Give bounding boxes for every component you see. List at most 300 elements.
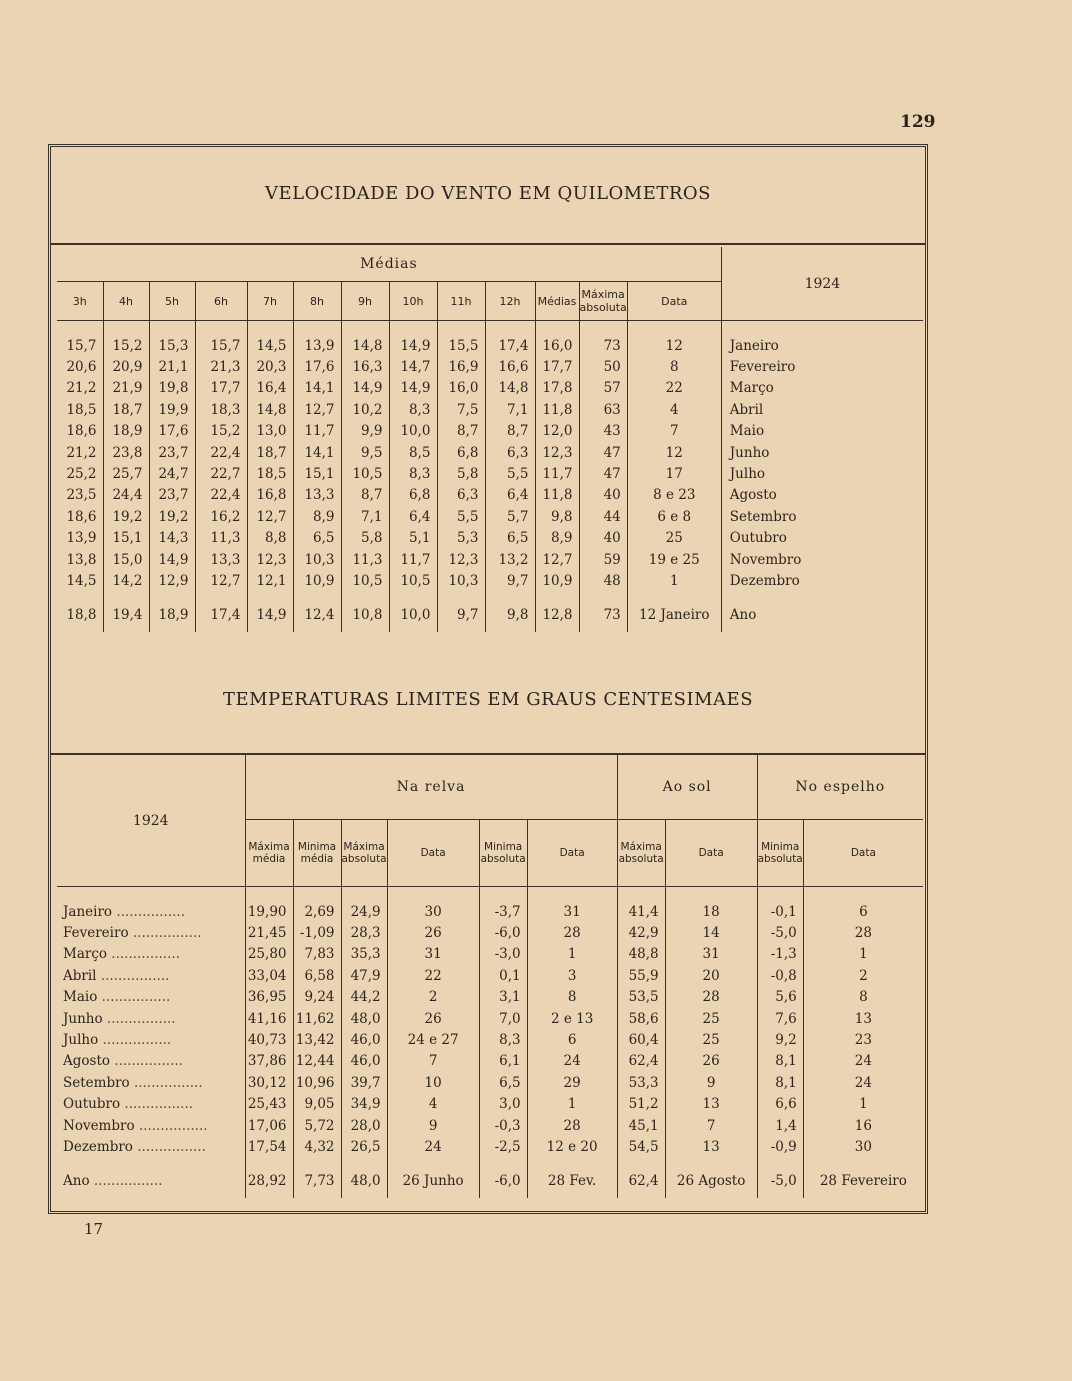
- month-name: Ano: [63, 1172, 90, 1189]
- leader-dots: ................: [132, 1138, 206, 1155]
- wind-cell: 40: [579, 485, 627, 506]
- wind-cell: 16,4: [247, 378, 293, 399]
- temp-cell: 26: [387, 922, 479, 943]
- wind-cell: 9,7: [437, 592, 485, 632]
- wind-cell: 10,5: [341, 570, 389, 591]
- temp-cell: 26: [665, 1051, 757, 1072]
- wind-cell: 9,9: [341, 421, 389, 442]
- temp-cell: -1,3: [757, 944, 803, 965]
- temp-group-relva: Na relva: [245, 755, 617, 820]
- wind-cell: 20,3: [247, 356, 293, 377]
- table-row: [57, 1051, 923, 1072]
- temp-cell: 36,95: [245, 987, 293, 1008]
- wind-col-header: 7h: [247, 282, 293, 321]
- wind-col-header: Médias: [535, 282, 579, 321]
- temp-cell: 25: [665, 1029, 757, 1050]
- wind-cell: 5,7: [485, 506, 535, 527]
- temp-cell: -1,09: [293, 922, 341, 943]
- table-row: [57, 987, 923, 1008]
- month-name: Junho: [63, 1010, 103, 1027]
- temp-cell: 9,05: [293, 1094, 341, 1115]
- temp-cell: 20: [665, 965, 757, 986]
- temp-cell: 14: [665, 922, 757, 943]
- temp-cell: 53,3: [617, 1072, 665, 1093]
- temp-month-label: [57, 922, 245, 943]
- temp-cell: 28,3: [341, 922, 387, 943]
- wind-date-cell: 7: [627, 421, 721, 442]
- wind-cell: 22,4: [195, 442, 247, 463]
- wind-cell: 25,7: [103, 463, 149, 484]
- temp-cell: 30: [854, 1138, 872, 1155]
- temp-cell: 6,6: [757, 1094, 803, 1115]
- temp-cell: 2: [387, 987, 479, 1008]
- temp-cell: 40,73: [245, 1029, 293, 1050]
- temp-cell: -0,1: [757, 887, 803, 923]
- wind-cell: 10,2: [341, 399, 389, 420]
- wind-cell: 73: [579, 592, 627, 632]
- temp-cell: 28: [527, 1115, 617, 1136]
- wind-cell: 8,7: [485, 421, 535, 442]
- month-name: Maio: [63, 989, 98, 1006]
- temp-col-header: Máxima absoluta: [617, 820, 665, 887]
- temp-cell: 6: [527, 1029, 617, 1050]
- wind-cell: 21,2: [57, 442, 103, 463]
- temp-cell: 12 e 20: [527, 1136, 617, 1157]
- wind-cell: 16,2: [195, 506, 247, 527]
- wind-cell: 12,9: [149, 570, 195, 591]
- wind-cell: 10,0: [389, 421, 437, 442]
- wind-cell: 8,5: [389, 442, 437, 463]
- leader-dots: ................: [107, 946, 180, 963]
- temp-cell: 28,92: [245, 1158, 293, 1198]
- wind-cell: 5,1: [389, 528, 437, 549]
- wind-cell: 10,9: [535, 570, 579, 591]
- wind-cell: 40: [579, 528, 627, 549]
- temp-cell: 4,32: [293, 1136, 341, 1157]
- wind-cell: 14,8: [341, 321, 389, 357]
- wind-cell: 7,1: [341, 506, 389, 527]
- temp-cell: 46,0: [341, 1051, 387, 1072]
- table-row: [57, 592, 923, 632]
- temp-cell: 16: [854, 1117, 872, 1134]
- wind-cell: 14,7: [389, 356, 437, 377]
- temp-cell: 9,24: [293, 987, 341, 1008]
- wind-cell: 14,9: [389, 321, 437, 357]
- wind-body: [57, 321, 923, 632]
- wind-cell: 18,8: [57, 592, 103, 632]
- temp-cell: 28: [527, 922, 617, 943]
- wind-cell: 8,3: [389, 463, 437, 484]
- wind-cell: 12,0: [535, 421, 579, 442]
- table-row: [57, 321, 923, 357]
- wind-cell: 13,9: [293, 321, 341, 357]
- wind-date-cell: 12: [627, 442, 721, 463]
- month-name: Dezembro: [63, 1138, 133, 1155]
- wind-cell: 8,8: [247, 528, 293, 549]
- temp-cell: 8,1: [757, 1051, 803, 1072]
- month-name: Março: [63, 946, 108, 963]
- temp-cell: 28,0: [341, 1115, 387, 1136]
- wind-cell: 21,9: [103, 378, 149, 399]
- wind-cell: 24,7: [149, 463, 195, 484]
- temp-cell: 19,90: [245, 887, 293, 923]
- wind-cell: 5,5: [485, 463, 535, 484]
- wind-cell: 11,7: [535, 463, 579, 484]
- wind-cell: 8,7: [437, 421, 485, 442]
- leader-dots: ................: [129, 1074, 203, 1091]
- temp-cell: 8: [859, 989, 868, 1006]
- month-name: Fevereiro: [63, 925, 129, 942]
- leader-dots: ................: [96, 967, 170, 984]
- temp-cell: 0,1: [479, 965, 527, 986]
- temp-col-header: Data: [527, 820, 617, 887]
- temp-cell: 2: [859, 967, 868, 984]
- temp-cell: 53,5: [617, 987, 665, 1008]
- wind-cell: 10,8: [341, 592, 389, 632]
- temp-cell: 4: [387, 1094, 479, 1115]
- wind-date-cell: 1: [627, 570, 721, 591]
- wind-month-label: Julho: [729, 466, 766, 483]
- wind-cell: 15,3: [149, 321, 195, 357]
- wind-cell: 16,0: [535, 321, 579, 357]
- temp-cell: 6,1: [479, 1051, 527, 1072]
- leader-dots: ................: [112, 903, 185, 920]
- wind-cell: 10,5: [341, 463, 389, 484]
- wind-cell: 14,9: [389, 378, 437, 399]
- wind-date-cell: 19 e 25: [627, 549, 721, 570]
- leader-dots: ................: [98, 1032, 172, 1049]
- wind-date-cell: 22: [627, 378, 721, 399]
- wind-cell: 12,8: [535, 592, 579, 632]
- wind-cell: 10,3: [437, 570, 485, 591]
- wind-month-label: Abril: [729, 401, 764, 418]
- wind-cell: 8,9: [535, 528, 579, 549]
- wind-cell: 11,8: [535, 399, 579, 420]
- wind-date-cell: 17: [627, 463, 721, 484]
- temp-col-header: Minima média: [293, 820, 341, 887]
- temp-cell: 13,42: [293, 1029, 341, 1050]
- temp-cell: 5,72: [293, 1115, 341, 1136]
- temp-col-header: Minima absoluta: [757, 820, 803, 887]
- month-name: Agosto: [63, 1053, 110, 1070]
- wind-cell: 12,7: [247, 506, 293, 527]
- wind-cell: 14,9: [341, 378, 389, 399]
- temp-cell: 10: [387, 1072, 479, 1093]
- temp-cell: 8: [527, 987, 617, 1008]
- wind-col-header: Data: [627, 282, 721, 321]
- wind-month-label: Ano: [729, 606, 757, 623]
- temp-cell: 60,4: [617, 1029, 665, 1050]
- temp-cell: 6,58: [293, 965, 341, 986]
- temp-month-label: [57, 1115, 245, 1136]
- leader-dots: ................: [128, 925, 202, 942]
- wind-cell: 13,9: [57, 528, 103, 549]
- wind-month-label: Janeiro: [729, 337, 779, 354]
- wind-cell: 6,8: [437, 442, 485, 463]
- temp-cell: 1,4: [757, 1115, 803, 1136]
- wind-cell: 6,5: [293, 528, 341, 549]
- wind-month-label: Agosto: [729, 487, 777, 504]
- temp-cell: 24: [854, 1074, 872, 1091]
- temp-cell: 30,12: [245, 1072, 293, 1093]
- wind-cell: 47: [579, 463, 627, 484]
- wind-cell: 15,0: [103, 549, 149, 570]
- wind-cell: 18,7: [247, 442, 293, 463]
- wind-cell: 16,6: [485, 356, 535, 377]
- temp-cell: 48,8: [617, 944, 665, 965]
- temp-cell: 28 Fev.: [527, 1158, 617, 1198]
- temp-cell: 55,9: [617, 965, 665, 986]
- wind-cell: 20,6: [57, 356, 103, 377]
- wind-cell: 48: [579, 570, 627, 591]
- temp-cell: 6,5: [479, 1072, 527, 1093]
- wind-col-header: 4h: [103, 282, 149, 321]
- temp-year: 1924: [57, 755, 245, 887]
- wind-speed-table: [57, 247, 923, 632]
- temp-cell: 31: [665, 944, 757, 965]
- wind-col-header: 11h: [437, 282, 485, 321]
- wind-month-label: Setembro: [729, 508, 797, 525]
- wind-cell: 23,7: [149, 442, 195, 463]
- wind-cell: 10,3: [293, 549, 341, 570]
- wind-cell: 18,5: [247, 463, 293, 484]
- temp-cell: -0,8: [757, 965, 803, 986]
- temp-cell: 1: [527, 944, 617, 965]
- temp-cell: 41,16: [245, 1008, 293, 1029]
- temp-group-espelho: No espelho: [757, 755, 923, 820]
- wind-col-header: 9h: [341, 282, 389, 321]
- temp-col-header: Máxima média: [245, 820, 293, 887]
- wind-cell: 57: [579, 378, 627, 399]
- wind-cell: 17,4: [195, 592, 247, 632]
- table-row: [57, 485, 923, 506]
- wind-cell: 18,9: [103, 421, 149, 442]
- temp-body: [57, 887, 923, 1198]
- temp-cell: 21,45: [245, 922, 293, 943]
- wind-cell: 19,9: [149, 399, 195, 420]
- table-row: [57, 887, 923, 923]
- wind-cell: 7,1: [485, 399, 535, 420]
- temp-cell: 29: [527, 1072, 617, 1093]
- leader-dots: ................: [134, 1117, 208, 1134]
- temp-col-header: Data: [803, 820, 923, 887]
- temp-cell: 7,73: [293, 1158, 341, 1198]
- temp-cell: 31: [387, 944, 479, 965]
- wind-cell: 16,9: [437, 356, 485, 377]
- temp-cell: 3: [527, 965, 617, 986]
- table-row: [57, 399, 923, 420]
- wind-cell: 18,9: [149, 592, 195, 632]
- wind-cell: 14,1: [293, 442, 341, 463]
- table-row: [57, 549, 923, 570]
- temp-cell: 26 Junho: [387, 1158, 479, 1198]
- wind-cell: 44: [579, 506, 627, 527]
- temp-cell: 28: [665, 987, 757, 1008]
- wind-date-cell: 4: [627, 399, 721, 420]
- wind-cell: 18,5: [57, 399, 103, 420]
- wind-cell: 18,3: [195, 399, 247, 420]
- wind-cell: 14,8: [485, 378, 535, 399]
- temp-cell: 51,2: [617, 1094, 665, 1115]
- leader-dots: ................: [97, 989, 171, 1006]
- wind-cell: 12,3: [437, 549, 485, 570]
- table-row: [57, 421, 923, 442]
- wind-cell: 11,7: [389, 549, 437, 570]
- temp-cell: 48,0: [341, 1158, 387, 1198]
- temp-cell: 1: [859, 946, 868, 963]
- wind-cell: 17,4: [485, 321, 535, 357]
- wind-cell: 9,5: [341, 442, 389, 463]
- temp-cell: 24: [854, 1053, 872, 1070]
- wind-cell: 10,9: [293, 570, 341, 591]
- temp-cell: 7,6: [757, 1008, 803, 1029]
- temp-cell: 13: [665, 1094, 757, 1115]
- wind-cell: 17,7: [195, 378, 247, 399]
- temp-cell: 9,2: [757, 1029, 803, 1050]
- table-row: [57, 944, 923, 965]
- wind-cell: 22,4: [195, 485, 247, 506]
- wind-cell: 12,7: [293, 399, 341, 420]
- wind-cell: 15,1: [293, 463, 341, 484]
- wind-cell: 19,2: [103, 506, 149, 527]
- footer-number: 17: [84, 1220, 104, 1238]
- temp-cell: 22: [387, 965, 479, 986]
- wind-cell: 59: [579, 549, 627, 570]
- wind-cell: 8,9: [293, 506, 341, 527]
- wind-cell: 18,7: [103, 399, 149, 420]
- leader-dots: ................: [102, 1010, 176, 1027]
- temp-cell: 8,1: [757, 1072, 803, 1093]
- wind-cell: 17,8: [535, 378, 579, 399]
- wind-cell: 14,5: [247, 321, 293, 357]
- wind-col-header: Máxima absoluta: [579, 282, 627, 321]
- leader-dots: ................: [110, 1053, 183, 1070]
- temp-col-header: Minima absoluta: [479, 820, 527, 887]
- table-row: [57, 356, 923, 377]
- wind-cell: 18,6: [57, 506, 103, 527]
- temp-cell: 46,0: [341, 1029, 387, 1050]
- temp-group-sol: Ao sol: [617, 755, 757, 820]
- temp-cell: 39,7: [341, 1072, 387, 1093]
- wind-cell: 24,4: [103, 485, 149, 506]
- wind-cell: 5,5: [437, 506, 485, 527]
- table-row: [57, 1094, 923, 1115]
- wind-cell: 12,3: [247, 549, 293, 570]
- wind-cell: 14,1: [293, 378, 341, 399]
- temp-cell: 35,3: [341, 944, 387, 965]
- wind-cell: 11,3: [341, 549, 389, 570]
- temp-cell: -0,3: [479, 1115, 527, 1136]
- wind-col-header: 8h: [293, 282, 341, 321]
- temp-cell: 31: [527, 887, 617, 923]
- temp-cell: 24,9: [341, 887, 387, 923]
- temp-cell: 45,1: [617, 1115, 665, 1136]
- wind-cell: 17,7: [535, 356, 579, 377]
- temp-month-label: [57, 1136, 245, 1157]
- wind-cell: 21,2: [57, 378, 103, 399]
- temp-cell: 9: [665, 1072, 757, 1093]
- table-row: [57, 570, 923, 591]
- wind-title: VELOCIDADE DO VENTO EM QUILOMETROS: [265, 183, 711, 204]
- wind-col-header: 12h: [485, 282, 535, 321]
- wind-month-label: Junho: [729, 444, 770, 461]
- month-name: Julho: [63, 1032, 99, 1049]
- temp-month-label: [57, 1158, 245, 1198]
- wind-cell: 63: [579, 399, 627, 420]
- temp-cell: 7,0: [479, 1008, 527, 1029]
- wind-cell: 6,3: [485, 442, 535, 463]
- table-row: [57, 1072, 923, 1093]
- wind-cell: 25,2: [57, 463, 103, 484]
- temp-cell: 42,9: [617, 922, 665, 943]
- wind-cell: 20,9: [103, 356, 149, 377]
- wind-month-label: Fevereiro: [729, 359, 796, 376]
- month-name: Setembro: [63, 1074, 130, 1091]
- temp-cell: 7,83: [293, 944, 341, 965]
- temp-col-header: Data: [387, 820, 479, 887]
- wind-cell: 12,7: [195, 570, 247, 591]
- wind-col-header: 3h: [57, 282, 103, 321]
- wind-cell: 15,2: [103, 321, 149, 357]
- table-row: [57, 1029, 923, 1050]
- temp-cell: 7: [387, 1051, 479, 1072]
- leader-dots: ................: [120, 1096, 194, 1113]
- temp-cell: 3,0: [479, 1094, 527, 1115]
- temp-month-label: [57, 944, 245, 965]
- wind-cell: 17,6: [149, 421, 195, 442]
- divider: [51, 243, 925, 245]
- temp-cell: 34,9: [341, 1094, 387, 1115]
- wind-cell: 19,4: [103, 592, 149, 632]
- wind-cell: 6,8: [389, 485, 437, 506]
- temp-month-label: [57, 887, 245, 923]
- temp-month-label: [57, 1008, 245, 1029]
- wind-cell: 8,3: [389, 399, 437, 420]
- wind-cell: 9,8: [535, 506, 579, 527]
- wind-cell: 16,0: [437, 378, 485, 399]
- table-row: [57, 442, 923, 463]
- wind-cell: 11,3: [195, 528, 247, 549]
- wind-date-cell: 12: [627, 321, 721, 357]
- wind-cell: 23,8: [103, 442, 149, 463]
- temp-cell: 10,96: [293, 1072, 341, 1093]
- wind-cell: 11,8: [535, 485, 579, 506]
- wind-date-cell: 6 e 8: [627, 506, 721, 527]
- temp-cell: 7: [665, 1115, 757, 1136]
- wind-cell: 6,4: [485, 485, 535, 506]
- table-row: [57, 965, 923, 986]
- wind-cell: 50: [579, 356, 627, 377]
- temp-cell: 62,4: [617, 1158, 665, 1198]
- temp-cell: 26: [387, 1008, 479, 1029]
- wind-cell: 14,2: [103, 570, 149, 591]
- wind-month-label: Março: [729, 380, 774, 397]
- leader-dots: ................: [89, 1172, 163, 1189]
- wind-cell: 15,7: [57, 321, 103, 357]
- wind-date-cell: 8 e 23: [627, 485, 721, 506]
- wind-cell: 15,5: [437, 321, 485, 357]
- page-number: 129: [900, 112, 936, 132]
- wind-cell: 10,5: [389, 570, 437, 591]
- table-row: [57, 1008, 923, 1029]
- temp-cell: 28 Fevereiro: [819, 1172, 907, 1189]
- temp-cell: 28: [854, 925, 872, 942]
- wind-cell: 6,5: [485, 528, 535, 549]
- wind-cell: 23,7: [149, 485, 195, 506]
- temp-month-label: [57, 1072, 245, 1093]
- temp-cell: 41,4: [617, 887, 665, 923]
- temp-cell: 30: [387, 887, 479, 923]
